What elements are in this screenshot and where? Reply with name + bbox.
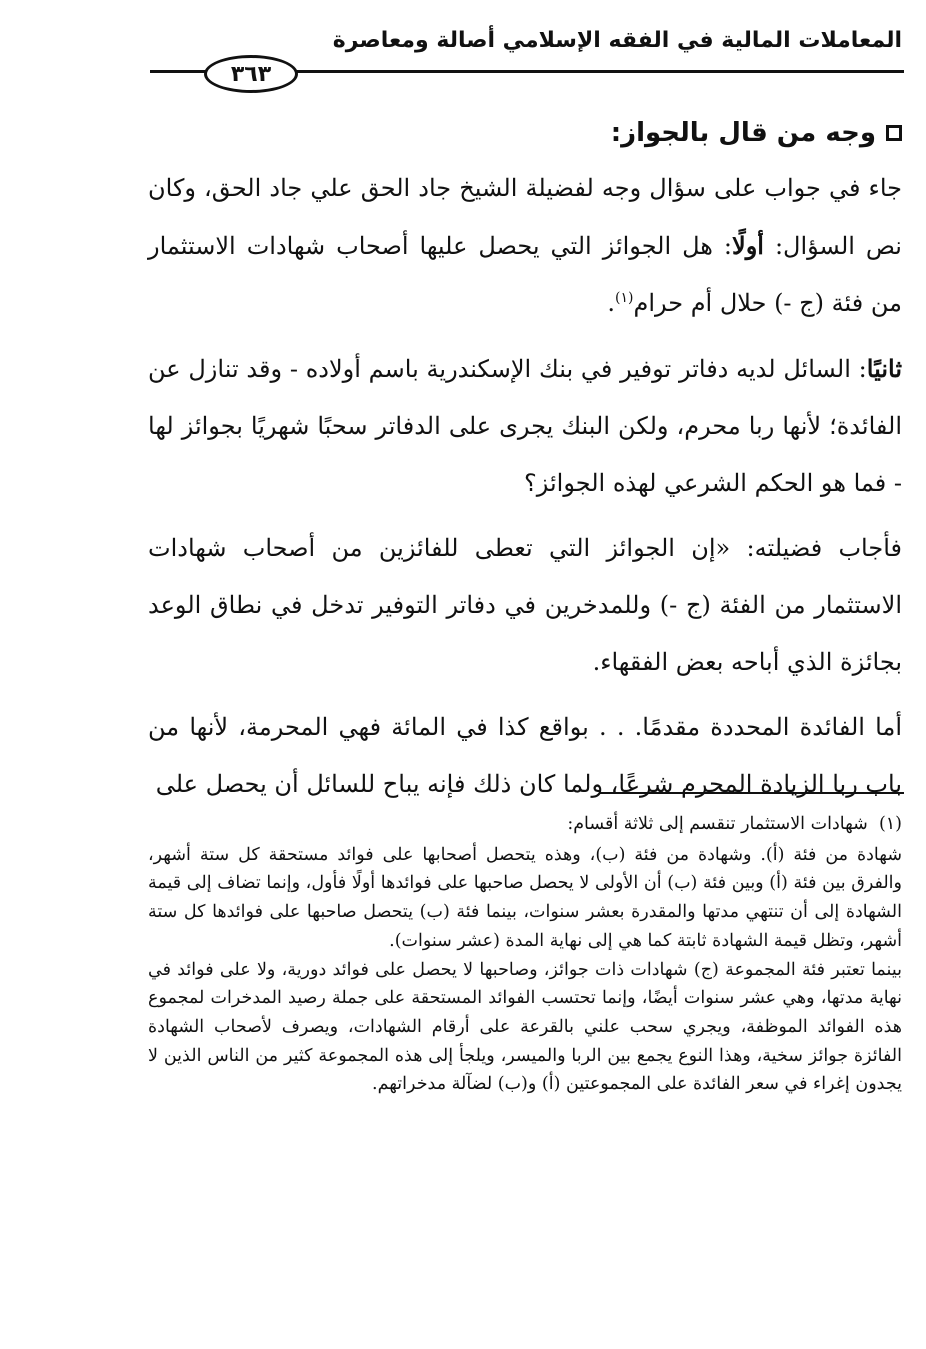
- main-text: [148, 118, 902, 821]
- footnote-rule: [600, 792, 904, 794]
- paragraph-question-1: [148, 160, 902, 332]
- running-header-title: المعاملات المالية في الفقه الإسلامي أصالة ومعاصرة: [332, 28, 902, 53]
- paragraph-text: جاء في جواب على سؤال وجه لفضيلة الشيخ جاد الحق علي جاد الحق، وكان نص السؤال:: [148, 174, 902, 260]
- footnote: [148, 810, 902, 1099]
- footnote-ref[interactable]: (١): [614, 290, 634, 306]
- paragraph-answer: فأجاب فضيلته: «إن الجوائز التي تعطى للفائزين من أصحاب شهادات الاستثمار من الفئة (ج -) وللمدخرين في دفاتر التوفير تدخل في نطاق الوعد بجائزة الذي أباحه بعض الفقهاء.: [148, 534, 902, 676]
- paragraph-text: : السائل لديه دفاتر توفير في بنك الإسكندرية باسم أولاده - وقد تنازل عن الفائدة؛ لأنها ربا محرم، ولكن البنك يجرى على الدفاتر سحبًا شهريًا بجوائز لها - فما هو الحكم الشرعي لهذه الجوائز؟: [148, 355, 902, 497]
- paragraph-question-2: [148, 340, 902, 512]
- square-bullet-icon: [886, 125, 902, 141]
- section-heading-text: وجه من قال بالجواز:: [610, 118, 876, 148]
- paragraph-text: : هل الجوائز التي يحصل عليها أصحاب شهادات الاستثمار من فئة (ج -) حلال أم حرام: [148, 232, 902, 317]
- footnote-marker: (١): [878, 814, 902, 834]
- footnote-head-text: شهادات الاستثمار تنقسم إلى ثلاثة أقسام:: [567, 814, 868, 834]
- paragraph-bold-label: أولًا: [732, 231, 764, 260]
- paragraph-text: .: [607, 289, 615, 317]
- page-number: ٣٦٣: [230, 61, 272, 87]
- section-heading: [148, 118, 902, 148]
- footnote-paragraph-1: شهادة من فئة (أ). وشهادة من فئة (ب)، وهذه يتحصل أصحابها على فوائد مستحقة كل ستة أشهر، والفرق بين فئة (أ) وبين فئة (ب) أن الأولى لا يحصل صاحبها على فوائدها أولًا فأول، وإنما تضاف إلى قيمة الشهادة إلى أن تنتهي مدتها والمقدرة بعشر سنوات، بينما فئة (ب) يتحصل صاحبها على فوائدها كل ستة أشهر، وتظل قيمة الشهادة ثابتة كما هي إلى نهاية المدة (عشر سنوات).: [148, 844, 902, 951]
- page-number-badge: [204, 55, 298, 93]
- footnote-head: [148, 810, 902, 839]
- paragraph-interest: أما الفائدة المحددة مقدمًا. . . بواقع كذا في المائة فهي المحرمة، لأنها من باب ربا الزيادة المحرم شرعًا، ولما كان ذلك فإنه يباح للسائل أن يحصل على: [148, 713, 902, 798]
- footnote-paragraph-2: بينما تعتبر فئة المجموعة (ج) شهادات ذات جوائز، وصاحبها لا يحصل على فوائد دورية، ولا على فوائد في نهاية مدتها، وهي عشر سنوات أيضًا، وإنما تحتسب الفوائد المستحقة على جملة رصيد المدخرات لمجموع هذه الفوائد الموظفة، ويجري سحب علني بالقرعة على أرقام الشهادات، ويصرف لأصحاب الشهادة الفائزة جوائز سخية، وهذا النوع يجمع بين الربا والميسر، ويلجأ إلى هذه المجموعة كثير من الناس الذين لا يجدون إغراء في سعر الفائدة على المجموعتين (أ) و(ب) لضآلة مدخراتهم.: [148, 959, 902, 1095]
- paragraph-bold-label: ثانيًا: [866, 354, 902, 383]
